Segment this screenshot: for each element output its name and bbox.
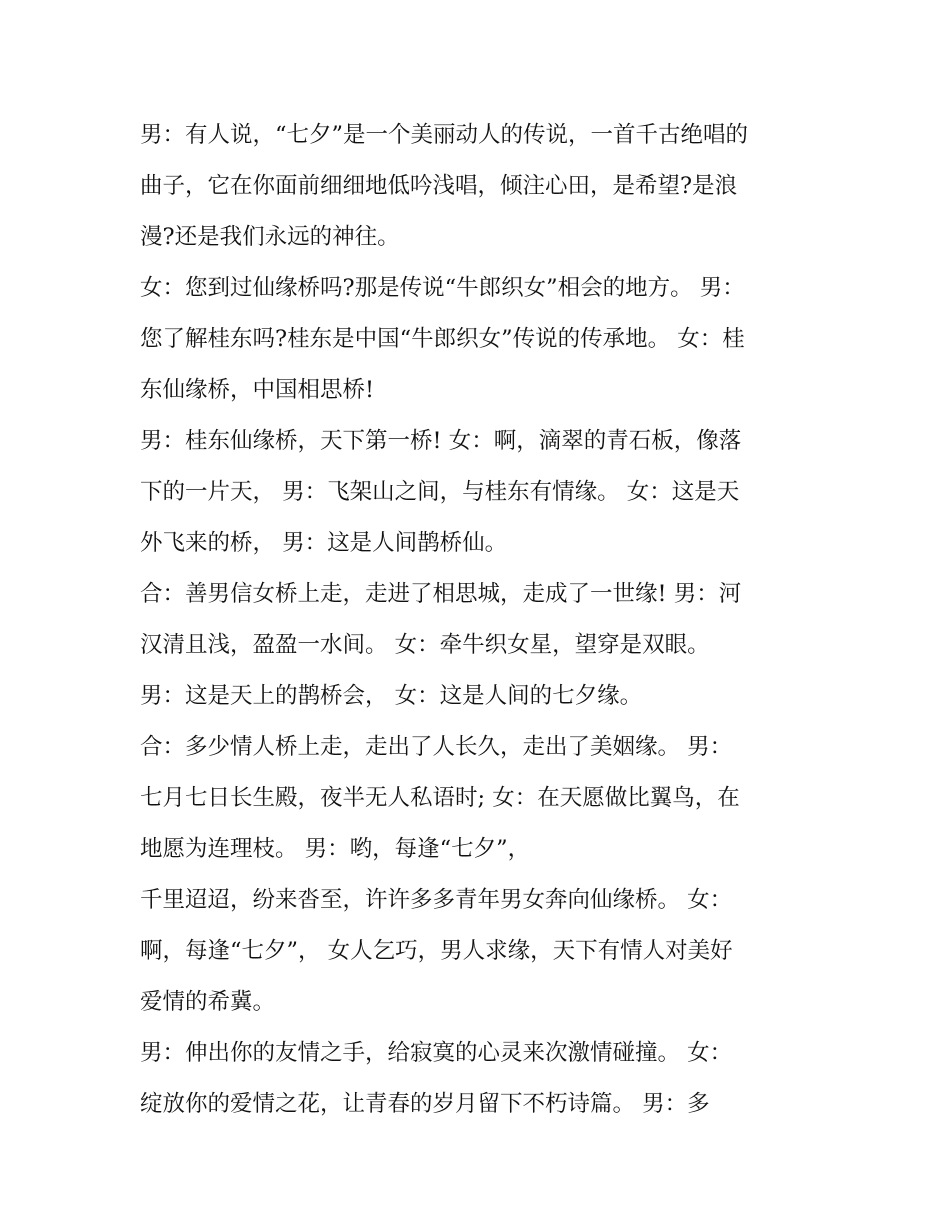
text-line: 您了解桂东吗?桂东是中国“牛郎织女”传说的传承地。 女：桂 xyxy=(140,326,745,352)
text-line: 东仙缘桥，中国相思桥! xyxy=(140,377,375,403)
text-line: 合：善男信女桥上走，走进了相思城，走成了一世缘! 男：河 xyxy=(140,581,742,607)
text-line: 曲子，它在你面前细细地低吟浅唱，倾注心田，是希望?是浪 xyxy=(140,173,738,199)
text-line: 合：多少情人桥上走，走出了人长久，走出了美姻缘。 男： xyxy=(140,734,733,760)
text-line: 漫?还是我们永远的神往。 xyxy=(140,224,400,250)
paragraph-4 xyxy=(140,569,820,671)
text-line: 男：桂东仙缘桥，天下第一桥! 女：啊，滴翠的青石板，像落 xyxy=(140,428,742,454)
text-line: 下的一片天， 男：飞架山之间，与桂东有情缘。 女：这是天 xyxy=(140,479,740,505)
text-line: 爱情的希冀。 xyxy=(140,989,276,1015)
text-line: 男：伸出你的友情之手，给寂寞的心灵来次激情碰撞。 女： xyxy=(140,1040,733,1066)
text-line: 绽放你的爱情之花，让青春的岁月留下不朽诗篇。 男：多 xyxy=(140,1091,710,1117)
paragraph-3 xyxy=(140,416,820,569)
text-line: 七月七日长生殿，夜半无人私语时; 女：在天愿做比翼鸟，在 xyxy=(140,785,740,811)
text-line: 千里迢迢，纷来沓至，许许多多青年男女奔向仙缘桥。 女： xyxy=(140,887,733,913)
text-line: 男：有人说，“七夕”是一个美丽动人的传说，一首千古绝唱的 xyxy=(140,122,749,148)
paragraph-8 xyxy=(140,1028,820,1130)
text-line: 地愿为连理枝。 男：哟，每逢“七夕”， xyxy=(140,836,531,862)
document-body xyxy=(140,110,820,1130)
text-line: 男：这是天上的鹊桥会， 女：这是人间的七夕缘。 xyxy=(140,683,643,709)
text-line: 啊，每逢“七夕”， 女人乞巧，男人求缘，天下有情人对美好 xyxy=(140,938,733,964)
text-line: 汉清且浅，盈盈一水间。 女：牵牛织女星，望穿是双眼。 xyxy=(140,632,710,658)
text-line: 女：您到过仙缘桥吗?那是传说“牛郎织女”相会的地方。 男： xyxy=(140,275,745,301)
paragraph-7 xyxy=(140,875,820,1028)
paragraph-1 xyxy=(140,110,820,263)
paragraph-5 xyxy=(140,671,820,722)
text-line: 外飞来的桥， 男：这是人间鹊桥仙。 xyxy=(140,530,508,556)
paragraph-2 xyxy=(140,263,820,416)
paragraph-6 xyxy=(140,722,820,875)
